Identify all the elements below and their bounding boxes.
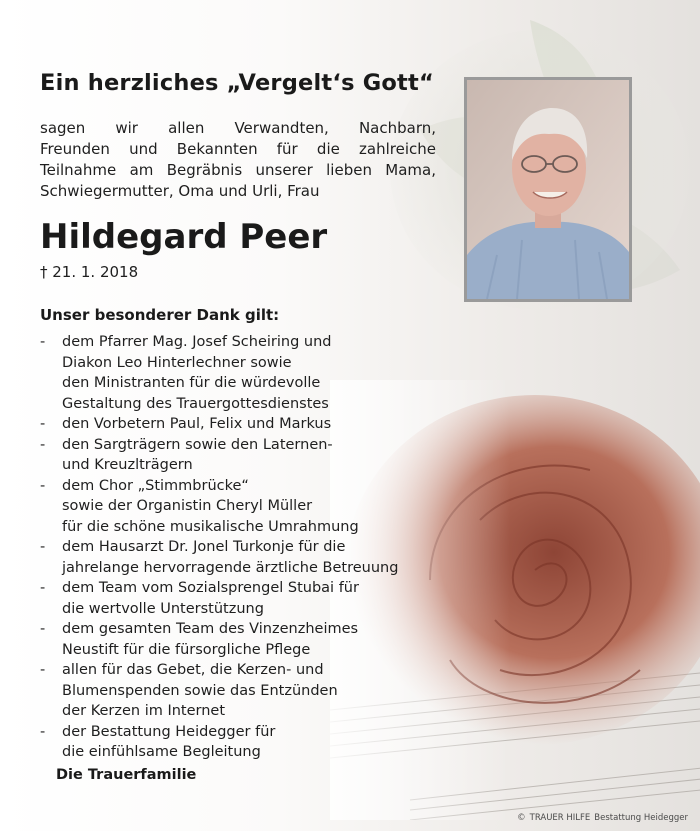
thanks-item — [40, 537, 440, 578]
credit-brand: TRAUER HILFE — [529, 813, 591, 823]
copyright-symbol: © — [517, 813, 526, 823]
bullet-dash: - — [40, 436, 46, 453]
thanks-item-line: den Ministranten für die würdevolle — [62, 375, 321, 391]
thanks-item-line: dem Team vom Sozialsprengel Stubai für — [62, 580, 359, 596]
thanks-item-line: dem gesamten Team des Vinzenzheimes — [62, 621, 359, 637]
thanks-item-line: dem Chor „Stimmbrücke“ — [62, 477, 249, 494]
credit-provider: Bestattung Heidegger — [594, 813, 688, 823]
portrait-photo — [467, 80, 629, 299]
thanks-item — [40, 660, 440, 722]
thanks-item-line: allen für das Gebet, die Kerzen- und — [62, 662, 324, 678]
thanks-item-line: die wertvolle Unterstützung — [62, 600, 264, 617]
thanks-list — [40, 332, 440, 763]
bullet-dash: - — [40, 580, 46, 596]
bullet-dash: - — [40, 662, 46, 678]
thanks-item — [40, 332, 440, 414]
thanks-item-line: der Bestattung Heidegger für — [62, 723, 276, 740]
thanks-item — [40, 435, 440, 476]
intro-text — [40, 118, 436, 202]
thanks-item-line: Blumenspenden sowie das Entzünden — [62, 682, 338, 699]
thanks-item-line: für die schöne musikalische Umrahmung — [62, 518, 359, 535]
thanks-item-line: den Vorbetern Paul, Felix und Markus — [62, 416, 332, 432]
thanks-item — [40, 578, 440, 619]
thanks-item — [40, 619, 440, 660]
thanks-item-line: den Sargträgern sowie den Laternen- — [62, 436, 333, 453]
intro-line: Teilnahme am Begräbnis unserer lieben Mama, — [40, 161, 436, 179]
signature: Die Trauerfamilie — [56, 767, 197, 783]
intro-line: sagen wir allen Verwandten, Nachbarn, — [40, 119, 436, 137]
thanks-item-line: Diakon Leo Hinterlechner sowie — [62, 354, 292, 371]
thanks-item — [40, 722, 440, 763]
thanks-item — [40, 476, 440, 538]
thanks-item-line: dem Hausarzt Dr. Jonel Turkonje für die — [62, 539, 346, 555]
thanks-title: Unser besonderer Dank gilt: — [40, 306, 280, 324]
portrait-photo-frame — [464, 77, 632, 302]
deceased-name: Hildegard Peer — [40, 217, 328, 257]
thanks-item-line: sowie der Organistin Cheryl Müller — [62, 498, 313, 514]
thanks-item-line: dem Pfarrer Mag. Josef Scheiring und — [62, 334, 332, 350]
thanks-item-line: jahrelange hervorragende ärztliche Betreuung — [62, 559, 399, 576]
headline: Ein herzliches „Vergelt‘s Gott“ — [40, 70, 434, 96]
death-date: † 21. 1. 2018 — [40, 263, 139, 281]
bullet-dash: - — [40, 334, 46, 350]
thanks-item — [40, 414, 440, 435]
intro-line: Freunden und Bekannten für die zahlreiche — [40, 140, 436, 158]
thanks-item-line: der Kerzen im Internet — [62, 703, 226, 719]
bullet-dash: - — [40, 723, 46, 740]
thanks-item-line: Gestaltung des Trauergottesdienstes — [62, 395, 329, 412]
bullet-dash: - — [40, 539, 46, 555]
thanks-item-line: die einfühlsame Begleitung — [62, 744, 261, 760]
intro-line: Schwiegermutter, Oma und Urli, Frau — [40, 182, 320, 200]
thanks-item-line: und Kreuzlträgern — [62, 457, 193, 473]
credit-line — [513, 813, 688, 823]
bullet-dash: - — [40, 477, 46, 494]
thanks-item-line: Neustift für die fürsorgliche Pflege — [62, 641, 311, 658]
bullet-dash: - — [40, 416, 46, 432]
bullet-dash: - — [40, 621, 46, 637]
